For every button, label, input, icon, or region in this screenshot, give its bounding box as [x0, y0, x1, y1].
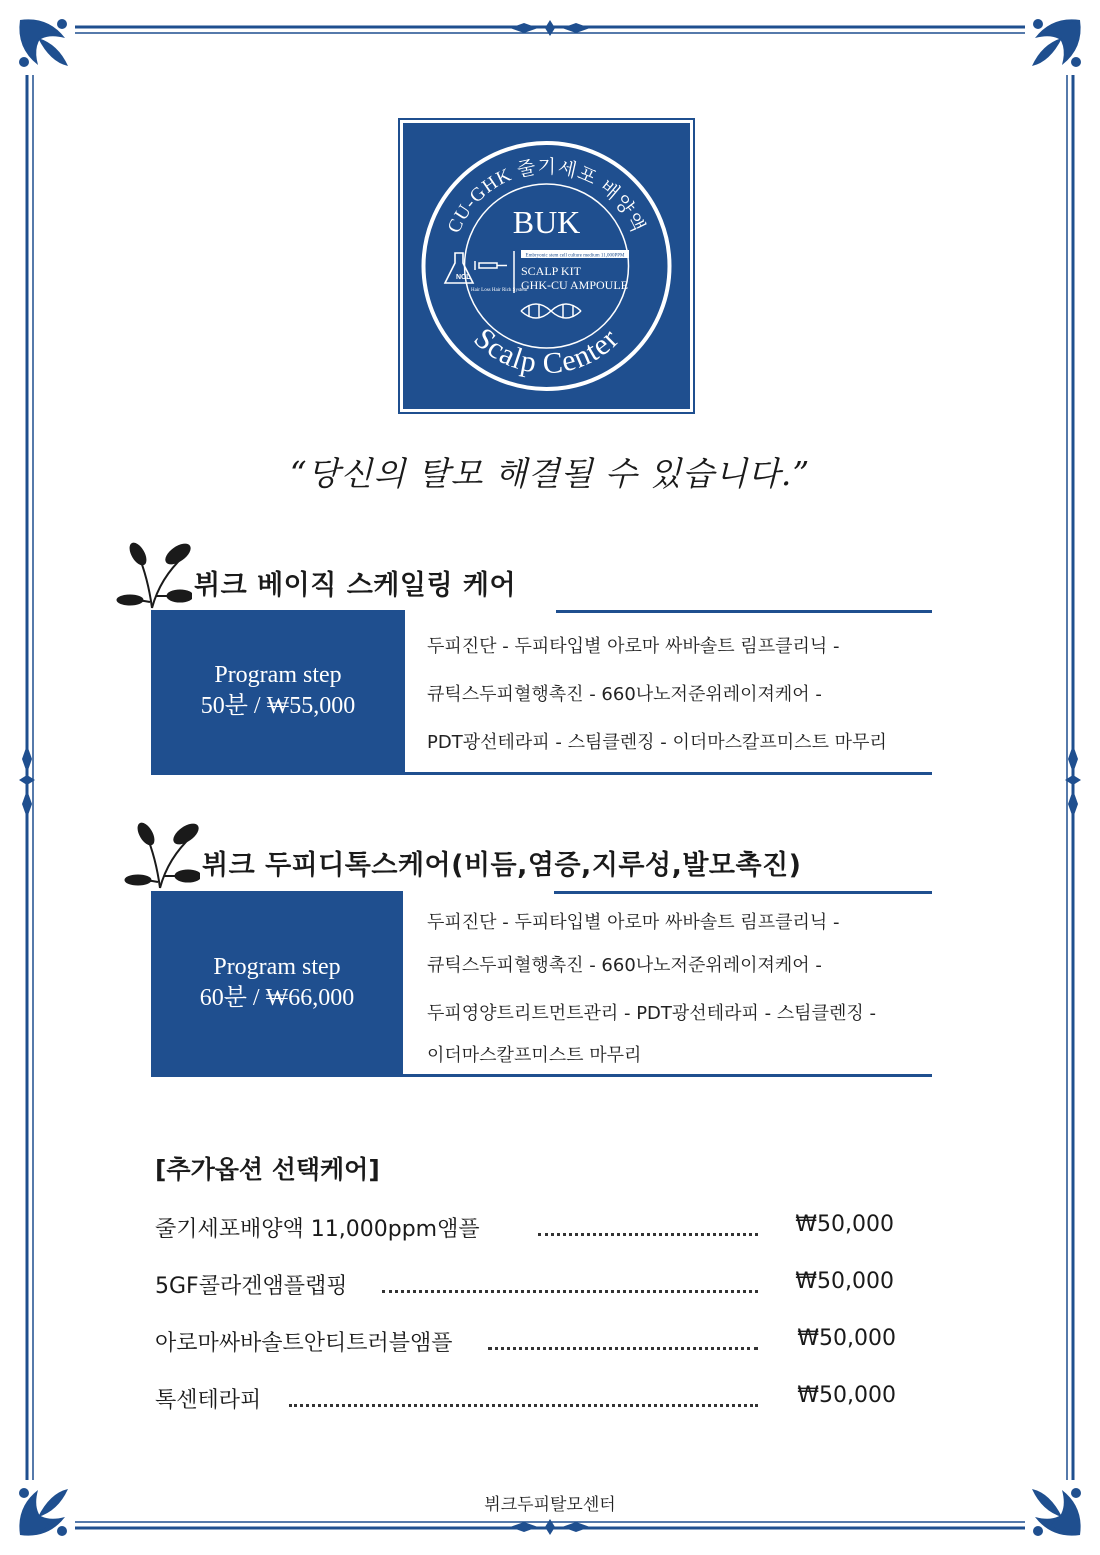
footer-center-name: 뷔크두피탈모센터 — [484, 1495, 616, 1515]
logo-line2: GHK-CU AMPOULE — [521, 278, 629, 292]
program-card — [151, 610, 932, 775]
logo-flask-mark: NCL — [456, 274, 471, 281]
dot-leader — [289, 1404, 758, 1407]
program-duration-price: 60분 / ₩66,000 — [199, 984, 355, 1011]
option-row — [155, 1269, 900, 1303]
logo-brand: BUK — [512, 204, 581, 240]
slogan: “당신의 탈모 해결될 수 있습니다.” — [289, 454, 811, 493]
program-step-label: Program step — [213, 953, 341, 980]
option-price: ₩50,000 — [795, 1269, 894, 1294]
program-top-rule — [556, 610, 932, 613]
syringe-icon — [475, 261, 507, 270]
program-step-line: 이더마스칼프미스트 마무리 — [427, 1045, 642, 1066]
option-row — [155, 1212, 900, 1246]
logo-flask-caption: Hair Loss Hair Rich System — [471, 288, 528, 293]
program-step-line: PDT광선테라피 - 스팀클렌징 - 이더마스칼프미스트 마무리 — [427, 732, 887, 753]
program-step-line: 두피영양트리트먼트관리 - PDT광선테라피 - 스팀클렌징 - — [427, 1003, 876, 1024]
option-name: 아로마싸바솔트안티트러블앰플 — [155, 1331, 453, 1356]
option-price: ₩50,000 — [797, 1383, 896, 1408]
program-top-rule — [554, 891, 932, 894]
logo-line1: SCALP KIT — [521, 264, 581, 278]
program-step-line: 두피진단 - 두피타입별 아로마 싸바솔트 림프클리닉 - — [427, 912, 840, 933]
dot-leader — [382, 1290, 758, 1293]
program-step-line: 큐틱스두피혈행촉진 - 660나노저준위레이져케어 - — [427, 955, 822, 976]
program-title: 뷔크 베이직 스케일링 케어 — [194, 570, 517, 601]
options-title: [추가옵션 선택케어] — [155, 1155, 380, 1184]
program-price-box — [151, 891, 403, 1074]
dot-leader — [538, 1233, 758, 1236]
option-name: 줄기세포배양액 11,000ppm앰플 — [155, 1217, 480, 1242]
option-price: ₩50,000 — [795, 1212, 894, 1237]
dna-icon — [521, 304, 581, 318]
logo-arc-bottom: Scalp Center — [467, 321, 626, 381]
logo-small-label: Embryonic stem cell culture medium 11,000PPM — [525, 253, 625, 259]
leaf-icon — [112, 540, 192, 610]
program-title: 뷔크 두피디톡스케어(비듬,염증,지루성,발모촉진) — [202, 850, 802, 881]
program-step-line: 큐틱스두피혈행촉진 - 660나노저준위레이져케어 - — [427, 684, 822, 705]
option-row — [155, 1326, 900, 1360]
leaf-icon — [120, 820, 200, 890]
program-step-label: Program step — [214, 662, 342, 688]
brand-logo — [403, 123, 690, 409]
option-name: 5GF콜라겐앰플랩핑 — [155, 1274, 348, 1299]
logo-arc-top: CU-GHK 줄기세포 배양액 — [443, 156, 649, 237]
option-row — [155, 1383, 900, 1417]
svg-text:Scalp Center — [468, 321, 626, 380]
program-card — [151, 891, 932, 1077]
program-step-line: 두피진단 - 두피타입별 아로마 싸바솔트 림프클리닉 - — [427, 636, 840, 657]
option-name: 톡센테라피 — [155, 1388, 262, 1413]
program-price-box — [151, 610, 405, 772]
option-price: ₩50,000 — [797, 1326, 896, 1351]
program-duration-price: 50분 / ₩55,000 — [200, 693, 356, 719]
dot-leader — [488, 1347, 758, 1350]
